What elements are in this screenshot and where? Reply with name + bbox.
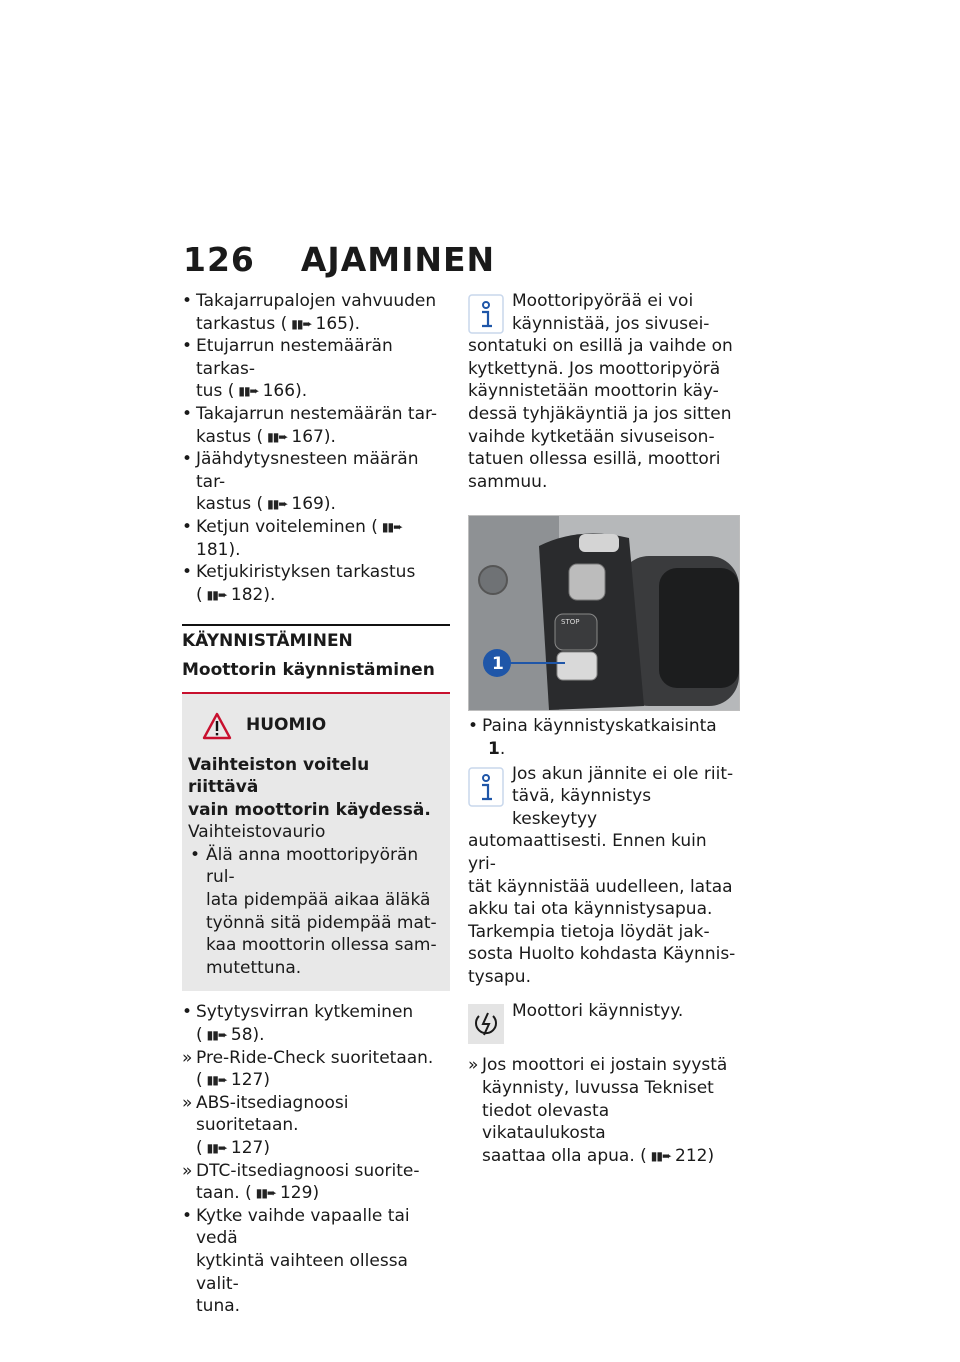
notice-line: Älä anna moottoripyörän rul- bbox=[206, 844, 419, 888]
item-text: ( bbox=[196, 1138, 203, 1158]
switch-illustration bbox=[469, 516, 739, 710]
item-line bbox=[196, 1092, 450, 1137]
tip-line: käynnisty, luvussa Tekniset bbox=[482, 1078, 714, 1099]
page-reference[interactable]: 169 bbox=[291, 494, 324, 515]
info-line: Moottoripyörää ei voi bbox=[512, 291, 694, 311]
item-text: Jäähdytysnesteen määrän tar- bbox=[196, 449, 419, 492]
page-reference-arrow-icon: ▮▮➨ bbox=[206, 1073, 227, 1088]
item-text: tarkastus ( bbox=[196, 313, 288, 334]
bullet-marker: • bbox=[182, 516, 193, 537]
info-note bbox=[468, 763, 736, 989]
tip-line: Jos moottori ei jostain syystä bbox=[482, 1055, 728, 1076]
item-line bbox=[196, 561, 450, 584]
page-reference-arrow-icon: ▮▮➨ bbox=[255, 1186, 276, 1201]
item-line bbox=[196, 1069, 450, 1092]
tip-line: tiedot olevasta vikataulukosta bbox=[482, 1100, 610, 1144]
item-line bbox=[196, 335, 450, 380]
item-text: kastus ( bbox=[196, 494, 264, 515]
item-line bbox=[196, 290, 450, 313]
bullet-marker: • bbox=[182, 562, 193, 583]
item-line bbox=[196, 380, 450, 403]
item-text: ABS-itsediagnoosi suoritetaan. bbox=[196, 1092, 349, 1136]
info-line: käynnistetään moottorin käy- bbox=[468, 381, 719, 402]
chapter-title: AJAMINEN bbox=[300, 240, 496, 279]
info-line: Tarkempia tietoja löydät jak- bbox=[468, 921, 710, 942]
bullet-marker: • bbox=[182, 403, 193, 424]
page-reference[interactable]: 167 bbox=[291, 426, 324, 447]
item-line bbox=[196, 1024, 450, 1047]
page-reference[interactable]: 129 bbox=[279, 1183, 313, 1204]
info-line: tät käynnistää uudelleen, lataa bbox=[468, 876, 733, 897]
info-text bbox=[468, 335, 736, 493]
item-text: ( bbox=[196, 1025, 203, 1046]
result-note bbox=[468, 1000, 736, 1040]
page-reference-arrow-icon: ▮▮➨ bbox=[206, 1028, 227, 1043]
page-reference[interactable]: 165 bbox=[315, 313, 348, 334]
page-header bbox=[183, 240, 495, 279]
ref-tail: ) bbox=[312, 1183, 320, 1204]
item-line bbox=[196, 313, 450, 336]
page-reference[interactable]: 166 bbox=[262, 381, 296, 402]
handlebar-switch-photo bbox=[468, 515, 740, 711]
bullet-marker: • bbox=[182, 1002, 193, 1023]
info-line: Jos akun jännite ei ole riit- bbox=[512, 763, 734, 784]
item-line bbox=[196, 493, 450, 516]
bullet-marker: • bbox=[190, 844, 201, 865]
page-reference[interactable]: 212 bbox=[675, 1145, 708, 1166]
info-line: vaihde kytketään sivuseison- bbox=[468, 426, 715, 447]
notice-consequence: Vaihteistovaurio bbox=[188, 822, 326, 843]
page-reference[interactable]: 58 bbox=[230, 1025, 253, 1046]
notice-heading bbox=[188, 712, 444, 740]
info-line: automaattisesti. Ennen kuin yri- bbox=[468, 831, 707, 874]
item-line bbox=[196, 584, 450, 607]
info-line: käynnistää, jos sivusei- bbox=[512, 313, 710, 334]
info-line: sosta Huolto kohdasta Käynnis- bbox=[468, 944, 736, 965]
item-line bbox=[196, 448, 450, 493]
stop-button-label: STOP bbox=[561, 618, 580, 627]
item-line bbox=[196, 1001, 450, 1024]
step-tail: . bbox=[499, 738, 506, 759]
item-line bbox=[196, 516, 450, 561]
page-reference-arrow-icon: ▮▮➨ bbox=[650, 1148, 672, 1163]
item-line bbox=[196, 403, 450, 426]
item-text: Etujarrun nestemäärän tarkas- bbox=[196, 336, 393, 379]
caution-notice bbox=[182, 694, 450, 992]
step-line: kytkintä vaihteen ollessa valit- bbox=[196, 1250, 408, 1294]
item-text: Ketjukiristyksen tarkastus bbox=[196, 562, 416, 583]
ref-tail: ). bbox=[252, 1025, 265, 1046]
list-item bbox=[182, 1160, 450, 1205]
info-note bbox=[468, 290, 736, 493]
notice-bold-line: vain moottorin käydessä. bbox=[188, 799, 431, 820]
notice-line: lata pidempää aikaa äläkä bbox=[206, 890, 431, 911]
list-item bbox=[182, 1001, 450, 1046]
right-column bbox=[468, 290, 736, 1167]
result-text: Moottori käynnistyy. bbox=[512, 1001, 684, 1022]
item-text: tus ( bbox=[196, 381, 235, 402]
step-line: tuna. bbox=[196, 1296, 241, 1317]
tip-line: saattaa olla apua. ( bbox=[482, 1145, 647, 1166]
item-line bbox=[196, 1047, 450, 1070]
step-text: Paina käynnistyskatkaisinta bbox=[482, 716, 717, 737]
page-reference-arrow-icon: ▮▮➨ bbox=[267, 429, 288, 444]
step-list bbox=[182, 1001, 450, 1204]
subsection-title: Moottorin käynnistäminen bbox=[182, 659, 450, 694]
notice-bold-line: Vaihteiston voitelu riittävä bbox=[188, 754, 370, 798]
info-line: kytkettynä. Jos moottoripyörä bbox=[468, 358, 721, 379]
bullet-marker: » bbox=[182, 1047, 193, 1068]
item-text: ( bbox=[196, 584, 203, 605]
bullet-marker: » bbox=[182, 1160, 193, 1181]
page-reference[interactable]: 182 bbox=[230, 584, 264, 605]
item-line bbox=[196, 426, 450, 449]
step-line: Kytke vaihde vapaalle tai vedä bbox=[196, 1205, 410, 1249]
notice-line: mutettuna. bbox=[206, 957, 302, 978]
info-line: tävä, käynnistys keskeytyy bbox=[512, 786, 652, 829]
item-text: taan. ( bbox=[196, 1183, 252, 1204]
bullet-marker: • bbox=[182, 291, 193, 311]
item-text: Takajarrupalojen vahvuuden bbox=[196, 291, 437, 311]
item-line bbox=[196, 1182, 450, 1205]
callout-number: 1 bbox=[492, 654, 504, 675]
info-icon bbox=[468, 294, 504, 334]
list-item bbox=[182, 290, 450, 335]
callout-reference: 1 bbox=[488, 738, 500, 759]
bullet-marker: • bbox=[182, 336, 193, 357]
ref-tail: ) bbox=[707, 1145, 715, 1166]
page-reference-arrow-icon: ▮▮➨ bbox=[291, 316, 312, 331]
info-text bbox=[468, 830, 736, 988]
info-line: sammuu. bbox=[468, 471, 548, 492]
check-list bbox=[182, 290, 450, 606]
item-text: Sytytysvirran kytkeminen bbox=[196, 1002, 414, 1023]
item-text: DTC-itsediagnoosi suorite- bbox=[196, 1160, 420, 1181]
item-text: Ketjun voiteleminen ( bbox=[196, 516, 378, 537]
notice-line: työnnä sitä pidempää mat- bbox=[206, 912, 437, 933]
item-text: Takajarrun nestemäärän tar- bbox=[196, 403, 438, 424]
ref-tail: ). bbox=[323, 426, 336, 447]
item-line bbox=[196, 1137, 450, 1160]
section-title: KÄYNNISTÄMINEN bbox=[182, 624, 450, 653]
info-line: tysapu. bbox=[468, 966, 531, 987]
page-reference[interactable]: 181 bbox=[196, 539, 229, 560]
page-reference[interactable]: 127 bbox=[230, 1138, 264, 1158]
list-item bbox=[182, 335, 450, 403]
page-reference-arrow-icon: ▮▮➨ bbox=[206, 587, 227, 602]
list-item bbox=[468, 1054, 736, 1167]
page-reference-arrow-icon: ▮▮➨ bbox=[238, 384, 259, 399]
ref-tail: ). bbox=[323, 494, 336, 515]
engine-start-icon bbox=[468, 1004, 504, 1044]
list-item bbox=[182, 561, 450, 606]
list-item bbox=[182, 1205, 450, 1318]
bullet-marker: » bbox=[468, 1055, 479, 1076]
page-reference-arrow-icon: ▮▮➨ bbox=[206, 1141, 227, 1155]
bullet-marker: • bbox=[182, 1205, 193, 1226]
list-item bbox=[182, 516, 450, 561]
ref-tail: ) bbox=[263, 1070, 270, 1091]
info-line: akku tai ota käynnistysapua. bbox=[468, 899, 713, 920]
ref-tail: ) bbox=[263, 1138, 270, 1158]
list-item bbox=[182, 403, 450, 448]
bullet-marker: • bbox=[182, 449, 193, 470]
notice-bullet bbox=[190, 844, 444, 980]
ref-tail: ). bbox=[263, 584, 276, 605]
bullet-marker: » bbox=[182, 1092, 193, 1113]
list-item bbox=[468, 715, 736, 760]
page-reference[interactable]: 127 bbox=[230, 1070, 264, 1091]
info-icon bbox=[468, 767, 504, 807]
item-line bbox=[196, 1160, 450, 1183]
list-item bbox=[182, 1047, 450, 1092]
page-number: 126 bbox=[183, 240, 255, 279]
item-text: ( bbox=[196, 1070, 203, 1091]
bullet-marker: • bbox=[468, 716, 479, 737]
list-item bbox=[182, 448, 450, 516]
ref-tail: ). bbox=[347, 313, 360, 334]
warning-triangle-icon bbox=[202, 712, 232, 740]
item-text: Pre-Ride-Check suoritetaan. bbox=[196, 1047, 434, 1068]
item-text: kastus ( bbox=[196, 426, 264, 447]
info-line: sontatuki on esillä ja vaihde on bbox=[468, 336, 733, 357]
page-reference-arrow-icon: ▮▮➨ bbox=[381, 519, 403, 534]
info-line: dessä tyhjäkäyntiä ja jos sitten bbox=[468, 403, 732, 424]
list-item bbox=[182, 1092, 450, 1160]
notice-heading-text: HUOMIO bbox=[246, 715, 327, 736]
notice-line: kaa moottorin ollessa sam- bbox=[206, 935, 437, 956]
ref-tail: ). bbox=[295, 381, 308, 402]
left-column bbox=[182, 290, 450, 1318]
ref-tail: ). bbox=[228, 539, 241, 560]
info-line: tatuen ollessa esillä, moottori bbox=[468, 449, 721, 470]
page-reference-arrow-icon: ▮▮➨ bbox=[267, 497, 288, 512]
